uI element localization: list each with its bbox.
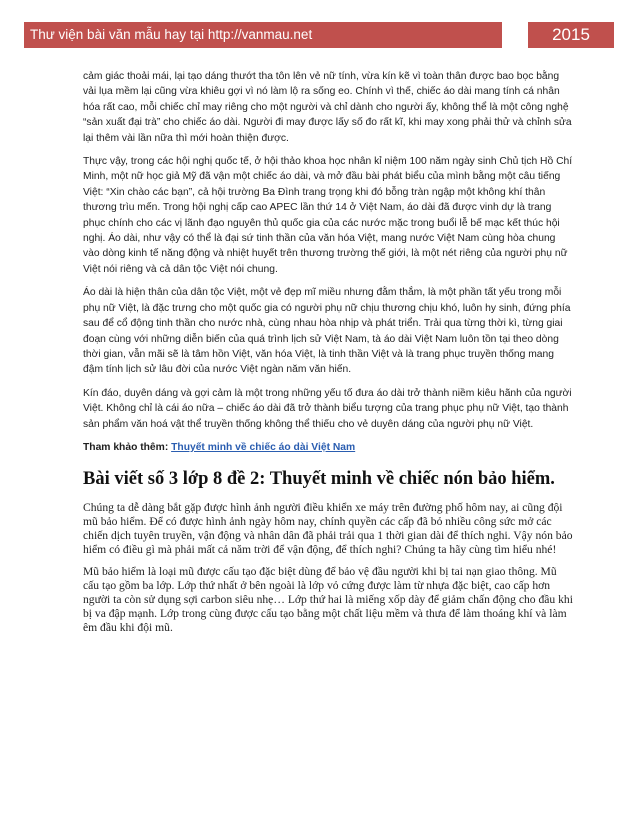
- section-paragraph: Chúng ta dễ dàng bắt gặp được hình ảnh người điều khiển xe máy trên đường phố hôm nay, ai cũng đội mũ bảo hiểm. Để có được hình ảnh ngày hôm nay, chính quyền các cấp đã bỏ nhiều công sức mở các chiến dịch tuyên truyền, vận động và nhân dân đã phải trải qua 1 thời gian dài để thích nghi. Vậy nón bảo hiểm có điều gì mà phải mất cả năm trời để vận động, để thích nghi? Chúng ta hãy cùng tìm hiểu nhé!: [83, 501, 573, 557]
- reference-line: [83, 440, 573, 455]
- body-paragraph: cảm giác thoải mái, lại tạo dáng thướt tha tôn lên vẻ nữ tính, vừa kín kẽ vì toàn thân được bao bọc bằng vải lụa mềm lại cũng vừa khiêu gợi vì nó làm lộ ra sống eo. Chính vì thế, chiếc áo dài mang tính cá nhân hóa rất cao, mỗi chiếc chỉ may riêng cho một người và chỉ dành cho người ấy, không thể là một công nghệ “sản xuất đại trà” cho chiếc áo dài. Người đi may được lấy số đo rất kĩ, khi may xong phải thử và chỉnh sửa lại thêm vài lần nữa thì mới hoàn thiện được.: [83, 71, 572, 144]
- section-heading: Bài viết số 3 lớp 8 đề 2: Thuyết minh về chiếc nón bảo hiểm.: [83, 469, 555, 490]
- header-title: Thư viện bài văn mẫu hay tại http://vanmau.net: [24, 22, 502, 48]
- body-paragraph: Áo dài là hiện thân của dân tộc Việt, một vẻ đẹp mĩ miều nhưng đằm thắm, là một phần tất yếu trong mỗi phụ nữ Việt, là đặc trưng cho một quốc gia có người phụ nữ chịu thương chịu khó, luôn hy sinh, đứng phía sau để cổ động tinh thần cho nước nhà, cùng nhau hòa nhịp và phát triển. Trải qua từng thời kì, từng giai đoạn cùng với những diễn biến của quá trình lịch sử Việt Nam, tà áo dài Việt Nam luôn tồn tại theo dòng thời gian, vẫn mãi sẽ là tâm hồn Việt, văn hóa Việt, là tinh thần Việt và là trang phục truyền thống mang đậm tính lịch sử lâu đời của nước Việt ngàn năm văn hiến.: [83, 287, 571, 376]
- page-header: [24, 22, 614, 48]
- reference-link[interactable]: Thuyết minh về chiếc áo dài Việt Nam: [171, 441, 356, 453]
- header-year: 2015: [528, 22, 614, 48]
- document-body: [83, 69, 573, 643]
- body-paragraph: Kín đáo, duyên dáng và gợi cảm là một trong những yếu tố đưa áo dài trở thành niềm kiêu hãnh của người Việt. Không chỉ là cái áo nữa – chiếc áo dài đã trở thành biểu tượng của trang phục phụ nữ Việt, tạo thành sản phẩm văn hoá vật thể truyền thống không thể thiếu cho vẻ duyên dáng của người phụ nữ Việt.: [83, 387, 572, 430]
- body-paragraph: Thực vậy, trong các hội nghị quốc tế, ở hội thảo khoa học nhân kỉ niệm 100 năm ngày sinh Chủ tịch Hồ Chí Minh, một nữ học giả Mỹ đã vận một chiếc áo dài, và mở đầu bài phát biểu của mình bằng một câu tiếng Việt: “Xin chào các bạn”, cả hội trường Ba Đình trang trọng khi đó bỗng tràn ngập một không khí thân thương trìu mến. Trong hội nghị cấp cao APEC lần thứ 14 ở Việt Nam, áo dài đã được vinh dự là trang phục chính cho các vị lãnh đạo nguyên thủ quốc gia của các nước mặc trong buổi lễ bế mạc kết thúc hội nghị. Áo dài, như vậy có thể là đại sứ tinh thần của văn hóa Việt, mang nước Việt Nam cùng hòa chung vào dòng kinh tế năng động và nhiệt huyết trên thương trường thế giới, là một nét riêng của người phụ nữ Việt nói riêng và cả dân tộc Việt nói chung.: [83, 156, 573, 275]
- section-paragraph: Mũ bảo hiểm là loại mũ được cấu tạo đặc biệt dùng để bảo vệ đầu người khi bị tai nạn giao thông. Mũ cấu tạo gồm ba lớp. Lớp thứ nhất ở bên ngoài là lớp vỏ cứng được làm từ nhựa đặc biệt, cao cấp hơn người ta còn sử dụng sợi carbon siêu nhẹ… Lớp thứ hai là miếng xốp dày để giảm chấn động cho đầu khi bị va đập mạnh. Lớp trong cùng được cấu tạo bằng một chất liệu mềm và thưa để làm thoáng khí và làm êm đầu khi đội mũ.: [83, 564, 573, 634]
- reference-label: Tham khảo thêm:: [83, 441, 172, 453]
